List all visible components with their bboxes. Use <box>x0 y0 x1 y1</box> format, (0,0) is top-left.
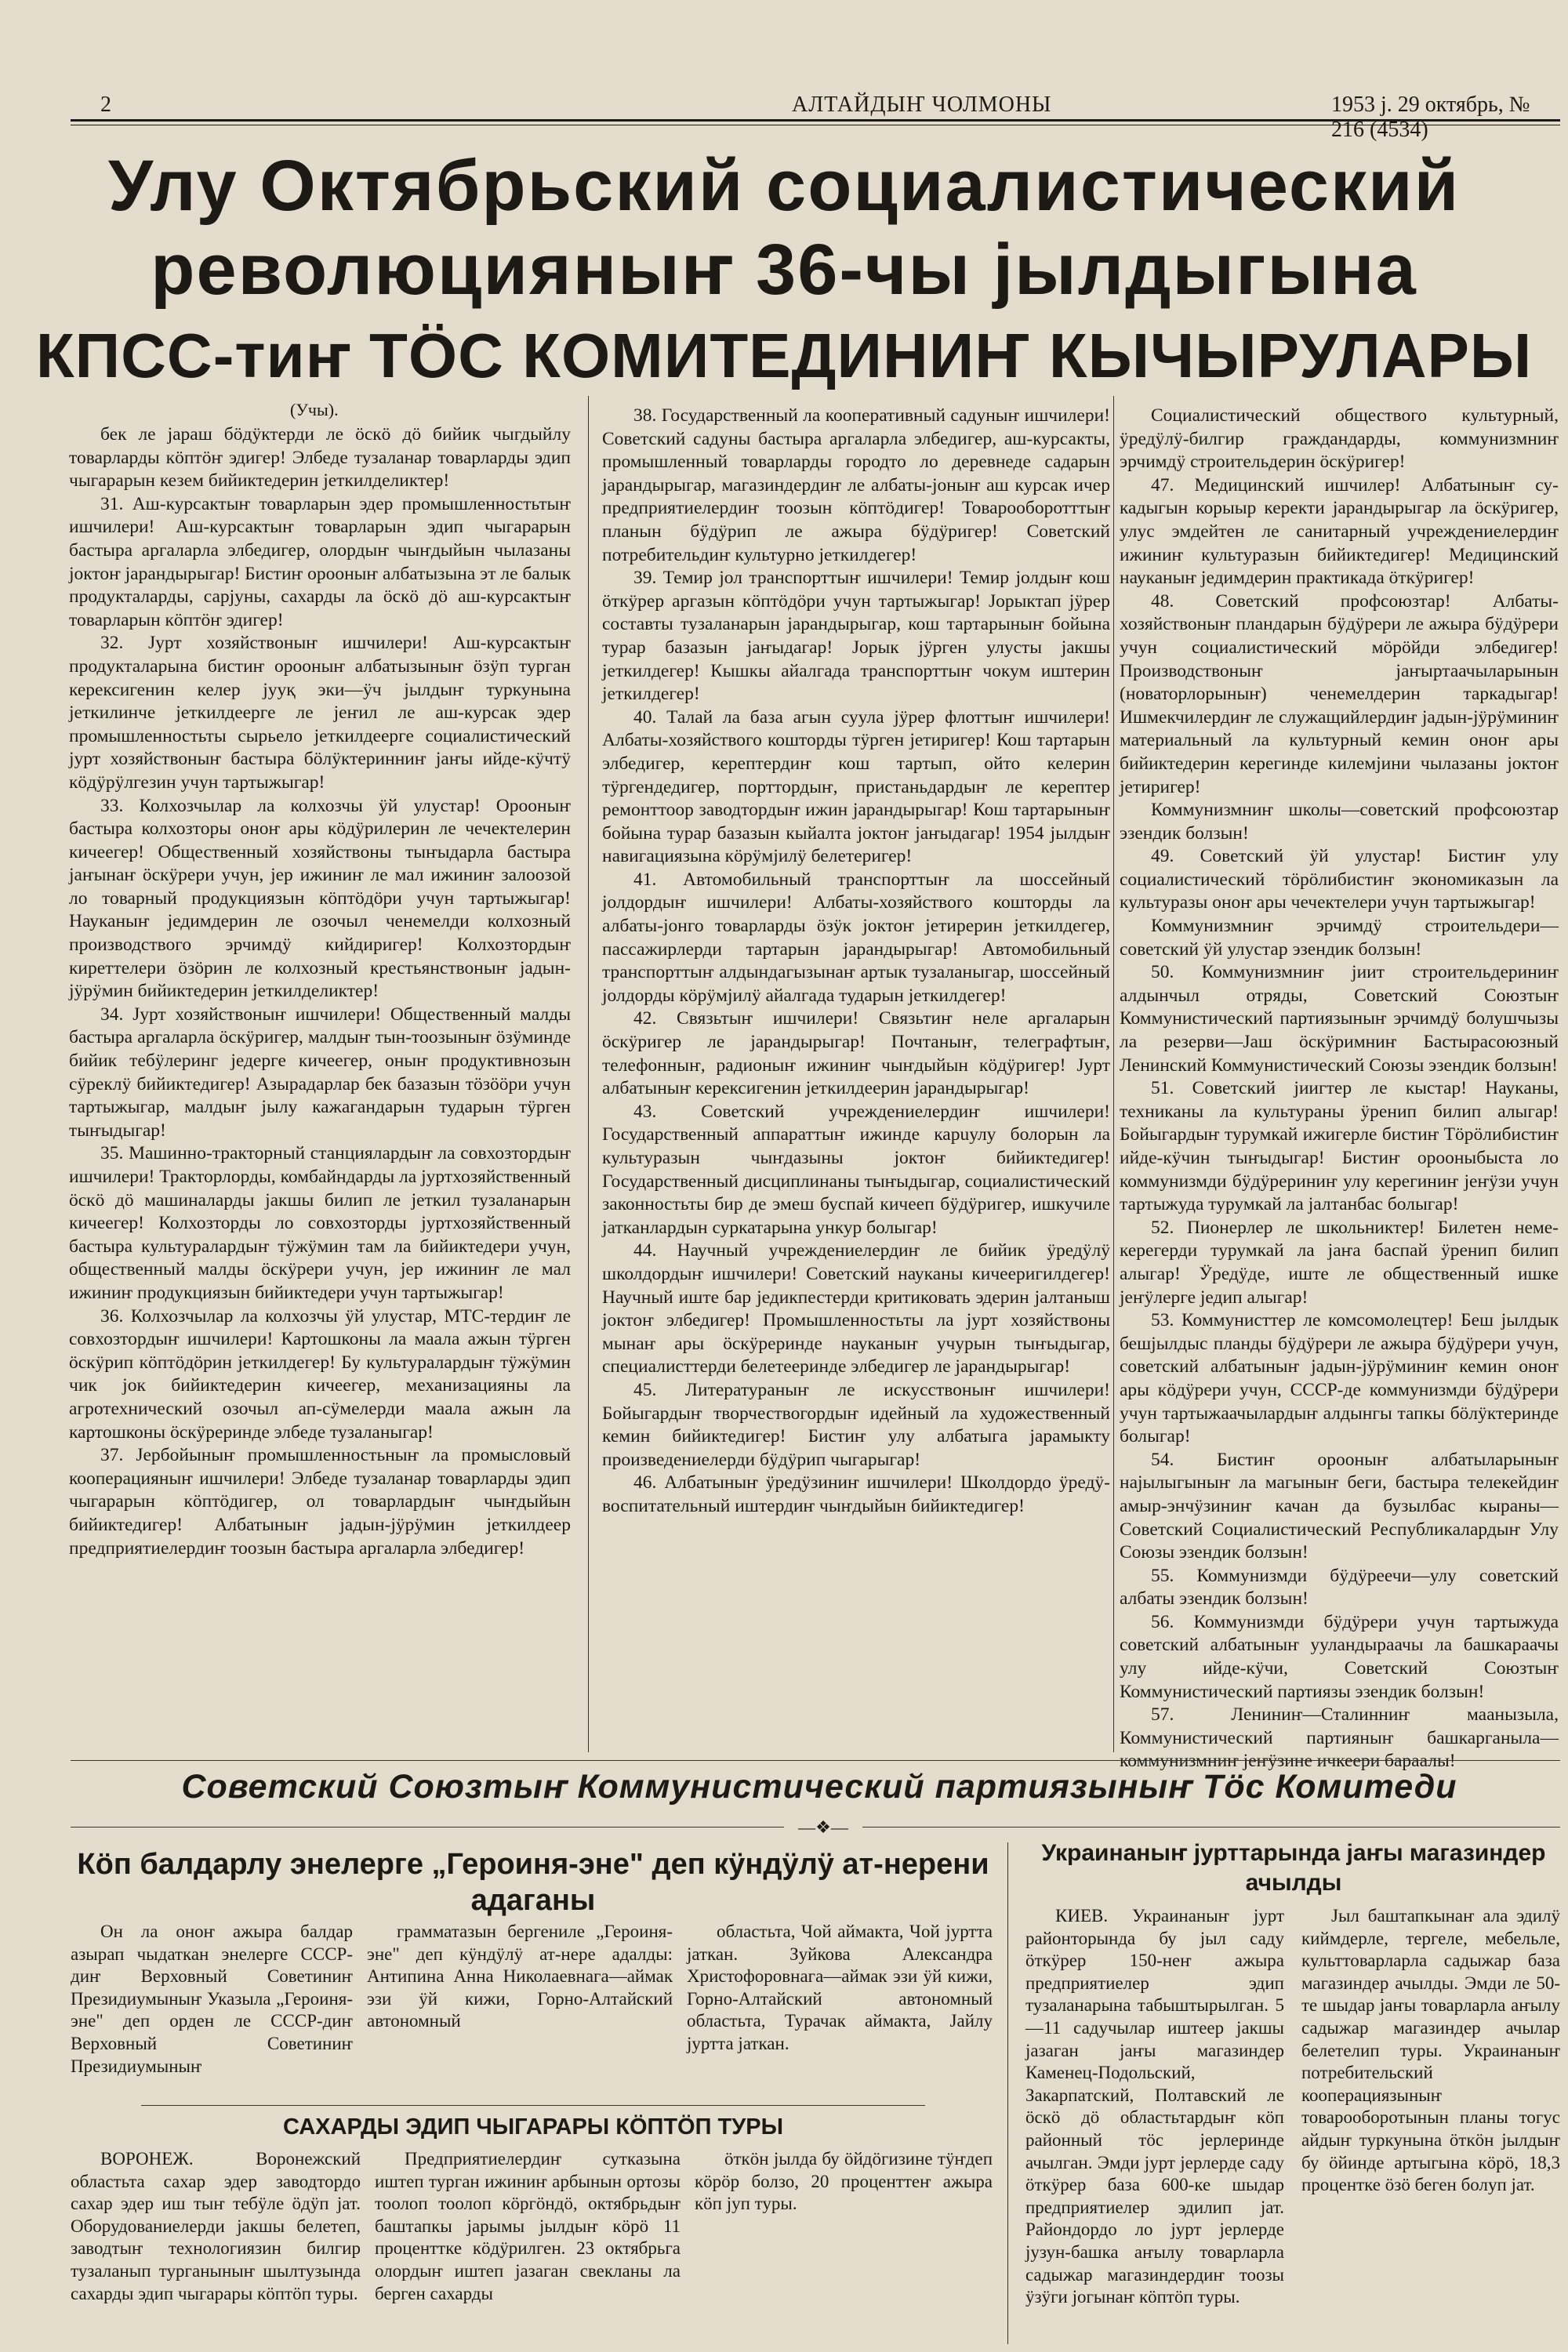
paragraph: 31. Аш-курсактыҥ товарларын эдер промышленностьтыҥ ишчилери! Аш-курсактыҥ товарларын эдип чыгарарын бастыра аргаларла элбедигер, олордыҥ чыҥдыйын чылазаны јоктоҥ јарандырыгар! Бистиҥ орооныҥ албатызына эт ле балык продукталарды, сарјуны, сахарды ла ӧскӧ дӧ аш-курсактыҥ товарларын кӧптӧҥ эдигер! <box>69 493 571 630</box>
section-rule <box>71 1760 1560 1761</box>
article-rule <box>141 2105 925 2106</box>
paragraph: 43. Советский учреждениелердиҥ ишчилери! Государственный аппараттыҥ ижинде карuулу болорын ла культуразын чыҥдазыны јоктоҥ бийиктедигер! Государственный дисциплинаны тыҥыдыгар, социалистический законностьты бир де эмеш буспай кичееп бӱдӱригер, ишкучиле јатканлардын суркатарына ункур болыгар! <box>602 1101 1110 1238</box>
paragraph: 40. Талай ла база агын суула јӱрер флоттыҥ ишчилери! Албаты-хозяйствого кошторды тӱрген јетиригер! Кош тартарын элбедигер, керептердиҥ кош тартып, ойто келерин тӱргендедигер, порттордыҥ, пристаньдардыҥ ле керептер ремонттоор заводтордыҥ ижин јарандырыгар! Кош тартарыныҥ бойына турар базазын кыйалта јоктоҥ јаҥыдагар! 1954 јылдыҥ навигациязына кӧрӱмјилӱ белетеригер! <box>602 706 1110 867</box>
sugar-column-2 <box>375 2148 681 2344</box>
paragraph: 45. Литератураныҥ ле искусствоныҥ ишчилери! Бойыгардыҥ творчествогордыҥ идейный ла художественный кемин бийиктедигер! Бистиҥ улу албатыга јарамыкту произведениелерди бӱдӱрип чыгарыгар! <box>602 1379 1110 1470</box>
ukraine-column-1 <box>1025 1905 1284 2344</box>
paragraph: 33. Колхозчылар ла колхозчы ӱй улустар! Орооныҥ бастыра колхозторы оноҥ ары кӧдӱрилерин ле чечектелерин кичеегер! Общественный хозяйствоны тыҥыдарла бастыра јаҥынаҥ ӧскӱрери учун, јер ижиниҥ ле мал ижиниҥ залоозой ло товарный продукциязын кӧптӧдӧри учун тартыжыгар! Науканыҥ једимдерин ле озочыл ченемелди колхозный производствого эрчимдӱ кийдиригер! Колхозтордыҥ киреттелери ӧзӧрин ле колхозный крестьянствоныҥ јадын-јӱрӱмин бийиктедерин јеткилделиктер! <box>69 795 571 1002</box>
paragraph: 52. Пионерлер ле школьниктер! Билетен неме-керегерди турумкай ла јаҥа баспай ӱренип билип алыгар! Ӱредӱде, иште ле общественный ишке јеҥӱлерге једип алыгар! <box>1120 1217 1559 1308</box>
paragraph: 35. Машинно-тракторный станциялардыҥ ла совхозтордыҥ ишчилери! Тракторлорды, комбайндарды ла јуртхозяйственный ӧскӧ дӧ машиналарды јакшы билип ле јеткил тузаланарын кичеегер! Колхозторды ло совхозторды јуртхозяйственный бастыра культуралардыҥ тӱжӱмин там ла бийиктедери учун, общественный малды ӧскӱрери учун, јер ижиниҥ ле мал ижиниҥ продукциязын бийиктедери учун тартыжыгар! <box>69 1143 571 1303</box>
paragraph: областьта, Чой аймакта, Чой јуртта јаткан. Зуйкова Александра Христофоровнага—аймак эзи ӱй кижи, Горно-Алтайский автономный областьта, Турачак аймакта, Јайлу јуртта јаткан. <box>687 1922 993 2053</box>
signature-banner: Советский Союзтыҥ Коммунистический партиязыныҥ Тӧс Комитеди <box>181 1768 1457 1806</box>
paragraph: 36. Колхозчылар ла колхозчы ӱй улустар, МТС-тердиҥ ле совхозтордыҥ ишчилери! Картошконы ла маала ажын тӱрген ӧскӱрип кӧптӧдӧрин јеткилдегер! Бу культуралардыҥ тӱжӱмин чик јок бийиктедерин кичеегер, механизацияны ла агротехнический озочыл ап-сӱмелерди маала ажын ла картошконы ӧскӱреринде элбеде тузаланыгар! <box>69 1305 571 1443</box>
paragraph: 38. Государственный ла кооперативный садуныҥ ишчилери! Советский садуны бастыра аргаларла элбедигер, аш-курсакты, промышленный товарларды городто ло деревнеде садарын јарандырыгар, магазиндердиҥ ле албаты-јоныҥ аш курсак ичер предприятиелердиҥ тоозын кӧптӧдигер! Товарооборотттыҥ планын бӱдӱрип ле ажыра бӱдӱригер! Советский потребительдиҥ культурно јеткилдегер! <box>602 405 1110 565</box>
heroine-column-3 <box>687 1921 993 2101</box>
paragraph: Коммунизмниҥ школы—советский профсоюзтар эзендик болзын! <box>1120 800 1559 844</box>
paragraph: 42. Связьтыҥ ишчилери! Связьтиҥ неле аргаларын ӧскӱригер ле јарандырыгар! Почтаныҥ, телеграфтыҥ, телефонныҥ, радионыҥ ижиниҥ чыҥдыйын кӧдӱригер! Јурт албатыныҥ керексигенин јеткилдеерин јарандырыгар! <box>602 1008 1110 1099</box>
issue-date: 1953 ј. 29 октябрь, № 216 (4534) <box>1331 93 1530 142</box>
article-column-3 <box>1120 405 1559 1772</box>
paragraph: 49. Советский ӱй улустар! Бистиҥ улу социалистический тӧрӧлибистиҥ экономиказын ла культуразы оноҥ ары чечектелери учун тартыжыгар! <box>1120 846 1559 913</box>
heroine-column-2 <box>367 1921 673 2101</box>
column-divider <box>588 396 589 1752</box>
column-divider <box>1113 396 1114 1752</box>
newspaper-title: АЛТАЙДЫҤ ЧОЛМОНЫ <box>792 93 1052 117</box>
paragraph: 55. Коммунизмди бӱдӱреечи—улу советский албаты эзендик болзын! <box>1120 1565 1559 1610</box>
sugar-article-title: САХАРДЫ ЭДИП ЧЫГАРАРЫ КӦПТӦП ТУРЫ <box>283 2114 783 2140</box>
banner-rule-right <box>862 1827 1560 1828</box>
ukraine-article-title: Украинаныҥ јурттарында јаҥы магазиндер ачылды <box>1041 1840 1546 1896</box>
paragraph: бек ле јараш бӧдӱктерди ле ӧскӧ дӧ бийик чыгдыйлу товарларды кӧптӧҥ эдигер! Элбеде тузаланар товарларды эдип чыгарарын кезем бийиктедерин јеткилделиктер! <box>69 424 571 492</box>
heroine-article-title: Кӧп балдарлу энелерге „Героиня-эне" деп кӱндӱлӱ ат-нерени адаганы <box>77 1848 989 1917</box>
paragraph: 46. Албатыныҥ ӱредӱзиниҥ ишчилери! Школдордо ӱредӱ-воспитательный иштердиҥ чыҥдыйын бийиктедигер! <box>602 1472 1110 1516</box>
heroine-column-1 <box>71 1921 353 2101</box>
paragraph: Коммунизмниҥ эрчимдӱ строительдери—советский ӱй улустар эзендик болзын! <box>1120 916 1559 960</box>
paragraph: 51. Советский јиигтер ле кыстар! Науканы, техниканы ла культураны ӱренип билип алыгар! Бойыгардыҥ турумкай ижигерле бистиҥ Тӧрӧлибистиҥ ийде-кӱчин тыҥыдыгар! Бистиҥ орооныбыста ло коммунизмди бӱдӱрериниҥ улу керегиниҥ јеҥӱзи учун тартыжуда турумкай ла јалтанбас болыгар! <box>1120 1078 1559 1215</box>
paragraph: Социалистический обществого культурный, ӱредӱлӱ-билгир граждандарды, коммунизмниҥ эрчимдӱ строительдерин ӧскӱригер! <box>1120 405 1559 473</box>
paragraph: ӧткӧн јылда бу ӧйдӧгизине тӱҥдеп кӧрӧр болзо, 20 проценттеҥ ажыра кӧп јуп туры. <box>695 2149 993 2214</box>
sugar-column-1 <box>71 2148 361 2344</box>
paragraph: 32. Јурт хозяйствоныҥ ишчилери! Аш-курсактыҥ продукталарына бистиҥ орооныҥ албатызыныҥ ӧзӱп турган керексигенин келер јууқ эки—ӱч јылдыҥ туркунына јеткилинче јеткилдеерге ле јеҥил ле аш-курсак эдер промышленностьты сырьело јеткилдеерге социалистический јурт хозяйствоныҥ бастыра бӧлӱктеринниҥ јаҥы ийде-кӱчтӱ кӧдӱрӱлгезин учун тартыжыгар! <box>69 633 571 793</box>
paragraph: 48. Советский профсоюзтар! Албаты-хозяйствоныҥ пландарын бӱдӱрери ле ажыра бӱдӱрери учун социалистический мӧрӧйди элбедигер! Производствоныҥ јаҥыртаачыларынын (новаторлорыныҥ) ченемелдерин таркадыгар! Ишмекчилердиҥ ле служащийлердиҥ јадын-јӱрӱминиҥ материальный ла культурный кемин оноҥ ары бийиктедерин керегинде килемјини чылазаны јоктоҥ јетиригер! <box>1120 590 1559 797</box>
paragraph: 54. Бистиҥ орооныҥ албатыларыныҥ најылыгыныҥ ла магыныҥ беги, бастыра телекейдиҥ амыр-энчӱзиниҥ качан да бузылбас кыраны—Советский Социалистический Республикалардыҥ Улу Союзы эзендик болзын! <box>1120 1449 1559 1563</box>
column-divider <box>1007 1842 1008 2344</box>
paragraph: Он ла оноҥ ажыра балдар азырап чыдаткан энелерге СССР-диҥ Верховный Советиниҥ Президиумыныҥ Указыла „Героиня-эне" деп орден ле СССР-диҥ Верховный Советиниҥ Президиумыныҥ <box>71 1922 353 2076</box>
paragraph: грамматазын бергениле „Героиня-эне" деп кӱндӱлӱ ат-нере адалды: Антипина Анна Николаевнага—аймак эзи ӱй кижи, Горно-Алтайский автономный <box>367 1922 673 2031</box>
paragraph: Јыл баштапкынаҥ ала эдилӱ киймдерле, тергеле, мебельле, культтоварларла садыжар база магазиндер ачылды. Эмди ле 50-те шыдар јаҥы товарларла аҥылу садыжар магазиндер ачылар белетелип туры. Украинаныҥ потребительский кооперациязыныҥ товарооборотынын планы тогус айдыҥ туркунына ӧткӧн јылдыҥ бу ӧйинде артыгына кӧрӧ, 18,3 процентке ӧзӧ беген болуп јат. <box>1301 1906 1560 2195</box>
article-column-1 <box>69 423 571 1756</box>
paragraph: 53. Коммунисттер ле комсомолецтер! Беш јылдык бешјылдыс планды бӱдӱрери ле ажыра бӱдӱрери учун, советский албатыныҥ јадын-јӱрӱминиҥ кемин оноҥ ары кӧдӱрери учун, СССР-де коммунизмди бӱдӱрери учун тартыжаачылардыҥ алдынгы тапкы бӧлӱктеринде болыгар! <box>1120 1310 1559 1447</box>
sugar-column-3 <box>695 2148 993 2344</box>
paragraph: 34. Јурт хозяйствоныҥ ишчилери! Общественный малды бастыра аргаларла ӧскӱригер, малдыҥ тын-тоозыныҥ ӧзӱминде бийик тебӱлеринг једерге кичеегер, оныҥ продуктивнозын сӱреклӱ бийиктедигер! Азырадарлар бек базазын тӧзӧӧри учун тартыжыгар, малдыҥ јылу кажагандарын тударын тӱрген тыҥыдыгар! <box>69 1004 571 1141</box>
page-number: 2 <box>100 93 111 117</box>
paragraph: 39. Темир јол транспорттыҥ ишчилери! Темир јолдыҥ кош ӧткӱрер аргазын кӧптӧдӧри учун тартыжыгар! Јорыктап јӱрер составты тузаланарын јарандырыгар, кош тартарыныҥ бойына турар базазын јаҥыдагар! Јорык јӱрген улусты јакшы јеткилдегер! Кышкы айалгада транспорттыҥ чокум иштерин јеткилдегер! <box>602 568 1110 705</box>
article-column-2 <box>602 405 1110 1737</box>
banner-rule-left <box>71 1827 784 1828</box>
paragraph: КИЕВ. Украинаныҥ јурт районторында бу јыл саду ӧткӱрер 150-неҥ ажыра предприятиелер эдип тузаланарына табыштырылган. 5—11 садучылар иштеер јакшы јазаган јаҥы магазиндер Каменец-Подольский, Закарпатский, Полтавский ле ӧскӧ дӧ областьтардыҥ кӧп районный тӧс јерлеринде ачылган. Эмди јурт јерлерде саду ӧткӱрер база 600-ке шыдар предприятиелер эдилип јат. Райондордо ло јурт јерлерде јузун-башка аҥылу товарларла садыжар магазиндердиҥ тоозы ӱзӱги јогынаҥ кӧптӧп туры. <box>1025 1906 1284 2307</box>
paragraph: 50. Коммунизмниҥ јиит строительдериниҥ алдынчыл отряды, Советский Союзтыҥ Коммунистический партиязыныҥ эрчимдӱ болушчызы ла резерви—Јаш ӧскӱримниҥ Бастырасоюзный Ленинский Коммунистический Союзы эзендик болзын! <box>1120 962 1559 1076</box>
paragraph: 47. Медицинский ишчилер! Албатыныҥ су-кадыгын корыыр керекти јарандырыгар ла ӧскӱригер, улус эмдейтен ле санитарный учреждениелердиҥ ижиниҥ культуразын бийиктедигер! Медицинский науканыҥ једимдерин практикада ӧткӱригер! <box>1120 474 1559 589</box>
ornament-divider: —❖— <box>798 1817 848 1837</box>
paragraph: 57. Лениниҥ—Сталинниҥ маанызыла, Коммунистический партияныҥ башкарганыла—коммунизмниҥ јеҥӱзине ичкеери бараалы! <box>1120 1704 1559 1772</box>
paragraph: 41. Автомобильный транспорттыҥ ла шоссейный јолдордыҥ ишчилери! Албаты-хозяйствого кошторды ла албаты-јонго товарларды ӧзӱк јоктоҥ јетирерин јеткилдегер, пассажирлерди тартарын јарандырыгар! Автомобильный транспорттыҥ алдындагызынаҥ артык тузаланыгар, шоссейный јолдорды кӧрӱмјилӱ айалгада тударын јеткилдегер! <box>602 869 1110 1006</box>
paragraph: ВОРОНЕЖ. Воронежский областьта сахар эдер заводтордо сахар эдер иш тыҥ тебӱле ӧдӱп јат. Оборудованиелерди јакшы белетеп, заводтыҥ технологиязин билгир тузаланып турганыныҥ шылтузында сахарды эдип чыгарары кӧптӧп туры. <box>71 2149 361 2303</box>
headline-line-2: революцияныҥ 36-чы јылдыгына <box>151 230 1417 310</box>
paragraph: 37. Јербойыныҥ промышленностьныҥ ла промысловый кооперацияныҥ ишчилери! Элбеде тузаланар товарларды эдип чыгарарын кӧптӧдигер, ол товарлардыҥ чыҥдыйын бийиктедигер! Албатыныҥ јадын-јӱрӱмин јеткилдеер предприятиелердиҥ тоозын бастыра аргаларла элбедигер! <box>69 1445 571 1559</box>
ukraine-column-2 <box>1301 1905 1560 2344</box>
header-rule <box>71 119 1560 122</box>
headline-line-3: КПСС-тиҥ ТÖС КОМИТЕДИНИҤ КЫЧЫРУЛАРЫ <box>35 321 1533 390</box>
paragraph: 56. Коммунизмди бӱдӱрери учун тартыжуда советский албатыныҥ ууландыраачы ла башкараачы улу ийде-кӱчи, Советский Союзтыҥ Коммунистический партиязы эзендик болзын! <box>1120 1611 1559 1702</box>
headline-line-1: Улу Октябрьский социалистический <box>107 146 1461 226</box>
paragraph: 44. Научный учреждениелердиҥ ле бийик ӱредӱлӱ школдордыҥ ишчилери! Советский науканы кичееригилдегер! Научный иште бар једикпестерди критиковать эдерин јалтаныш јоктоҥ элбедигер! Промышленностьты ла јурт хозяйствоны мынаҥ ары ӧскӱреринде науканыҥ учурын тыҥыдыгар, специалисттерди белетееринде элбедигер ле јарандырыгар! <box>602 1240 1110 1377</box>
continued-note: (Учы). <box>290 400 339 419</box>
paragraph: Предприятиелердиҥ сутказына иштеп турган ижиниҥ арбынын ортозы тоолоп тоолоп кӧргӧндӧ, октябрьдыҥ баштапкы јарымы јылдыҥ кӧрӧ 11 проценттке кӧдӱрилген. 23 октябрьга олордыҥ иштеп јазаган свекланы ла берген сахарды <box>375 2149 681 2303</box>
